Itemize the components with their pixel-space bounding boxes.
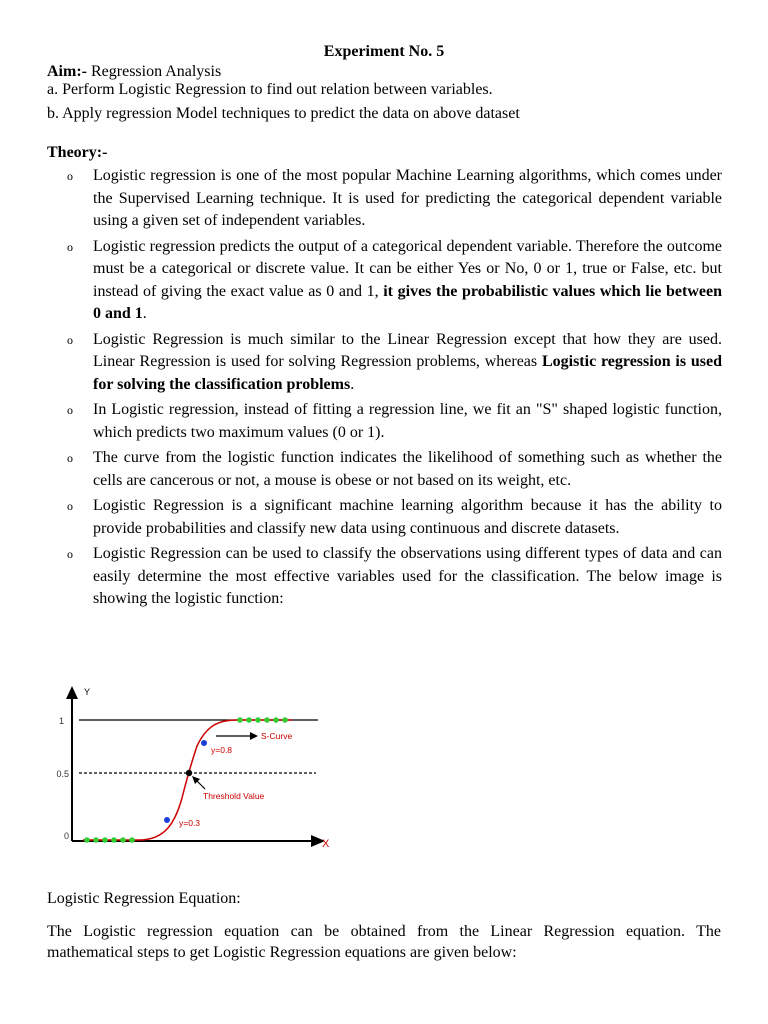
list-item xyxy=(47,543,722,611)
y-tick-1: 1 xyxy=(58,716,64,726)
data-point xyxy=(120,837,126,843)
bullet-bold-text: it gives the probabilistic values which lie between 0 and 1 xyxy=(93,282,722,322)
data-point xyxy=(111,837,117,843)
y-0-8-label: y=0.8 xyxy=(211,745,233,755)
bullet-text: Logistic Regression is much similar to the Linear Regression except that how they are used. Linear Regression is used for solving Regression problems, whereas xyxy=(93,330,722,370)
bullet-circle-icon: o xyxy=(67,499,73,513)
data-point xyxy=(129,837,135,843)
bullet-text: Logistic Regression can be used to classify the observations using different types of data and can easily determine the most effective variables used for the classification. The below image is showing the logistic function: xyxy=(93,545,722,607)
list-item xyxy=(47,329,722,397)
threshold-label: Threshold Value xyxy=(203,791,265,801)
point-y-0-8 xyxy=(201,740,207,746)
y-axis-arrow-icon xyxy=(66,686,78,699)
list-item xyxy=(47,495,722,540)
point-y-0-3 xyxy=(164,817,170,823)
bullet-circle-icon: o xyxy=(67,239,73,254)
s-curve-label: S-Curve xyxy=(261,731,293,741)
data-point xyxy=(246,717,252,723)
equation-heading: Logistic Regression Equation: xyxy=(47,890,241,907)
data-point xyxy=(102,837,108,843)
bullet-text: In Logistic regression, instead of fitting a regression line, we fit an "S" shaped logistic function, which predicts two maximum values (0 or 1). xyxy=(93,401,722,441)
theory-heading: Theory:- xyxy=(47,144,108,161)
equation-paragraph: The Logistic regression equation can be obtained from the Linear Regression equation. The mathematical steps to get Logistic Regression equations are given below: xyxy=(47,923,721,961)
y-axis-label: Y xyxy=(84,687,91,697)
bullet-circle-icon: o xyxy=(67,332,73,347)
bullet-circle-icon: o xyxy=(67,403,73,417)
data-point xyxy=(282,717,288,723)
data-point xyxy=(93,837,99,843)
threshold-point xyxy=(186,770,192,776)
aim-label: Aim:- xyxy=(47,63,87,80)
theory-bullet-list xyxy=(47,165,722,614)
data-point xyxy=(264,717,270,723)
bullet-bold-text: Logistic regression is used for solving the classification problems xyxy=(93,353,723,393)
logistic-function-figure xyxy=(47,683,347,855)
s-curve-arrow-icon xyxy=(250,732,258,740)
list-item xyxy=(47,399,722,444)
bullet-text-end: . xyxy=(142,305,147,322)
y-tick-0-5: 0.5 xyxy=(56,769,69,779)
bullet-text: Logistic regression is one of the most popular Machine Learning algorithms, which comes under the Supervised Learning technique. It is used for predicting the categorical dependent variable using a given set of independent variables. xyxy=(93,167,722,229)
aim-item-a: a. Perform Logistic Regression to find out relation between variables. xyxy=(47,81,493,98)
list-item xyxy=(47,236,722,326)
bullet-text: Logistic Regression is a significant machine learning algorithm because it has the ability to provide probabilities and classify new data using continuous and discrete datasets. xyxy=(93,497,722,537)
y-0-3-label: y=0.3 xyxy=(179,818,201,828)
aim-item-b: b. Apply regression Model techniques to predict the data on above dataset xyxy=(47,105,520,122)
bullet-circle-icon: o xyxy=(67,169,73,183)
aim-text: Regression Analysis xyxy=(86,63,222,80)
bullet-text: Logistic regression predicts the output of a categorical dependent variable. Therefore the outcome must be a categorical or discrete value. It can be either Yes or No, 0 or 1, true or False, etc. but instead of giving the exact value as 0 and 1, xyxy=(93,237,722,300)
aim-line xyxy=(47,62,221,82)
data-point xyxy=(237,717,243,723)
experiment-title: Experiment No. 5 xyxy=(323,43,445,60)
y-tick-0: 0 xyxy=(63,831,69,841)
list-item xyxy=(47,447,722,492)
data-point xyxy=(273,717,279,723)
bullet-text: The curve from the logistic function indicates the likelihood of something such as whether the cells are cancerous or not, a mouse is obese or not based on its weight, etc. xyxy=(93,449,722,489)
x-axis-label: X xyxy=(322,838,330,850)
data-point xyxy=(255,717,261,723)
bullet-circle-icon: o xyxy=(67,451,73,465)
data-point xyxy=(84,837,90,843)
bullet-text-end: . xyxy=(350,375,355,393)
bullet-circle-icon: o xyxy=(67,547,73,561)
list-item xyxy=(47,165,722,233)
